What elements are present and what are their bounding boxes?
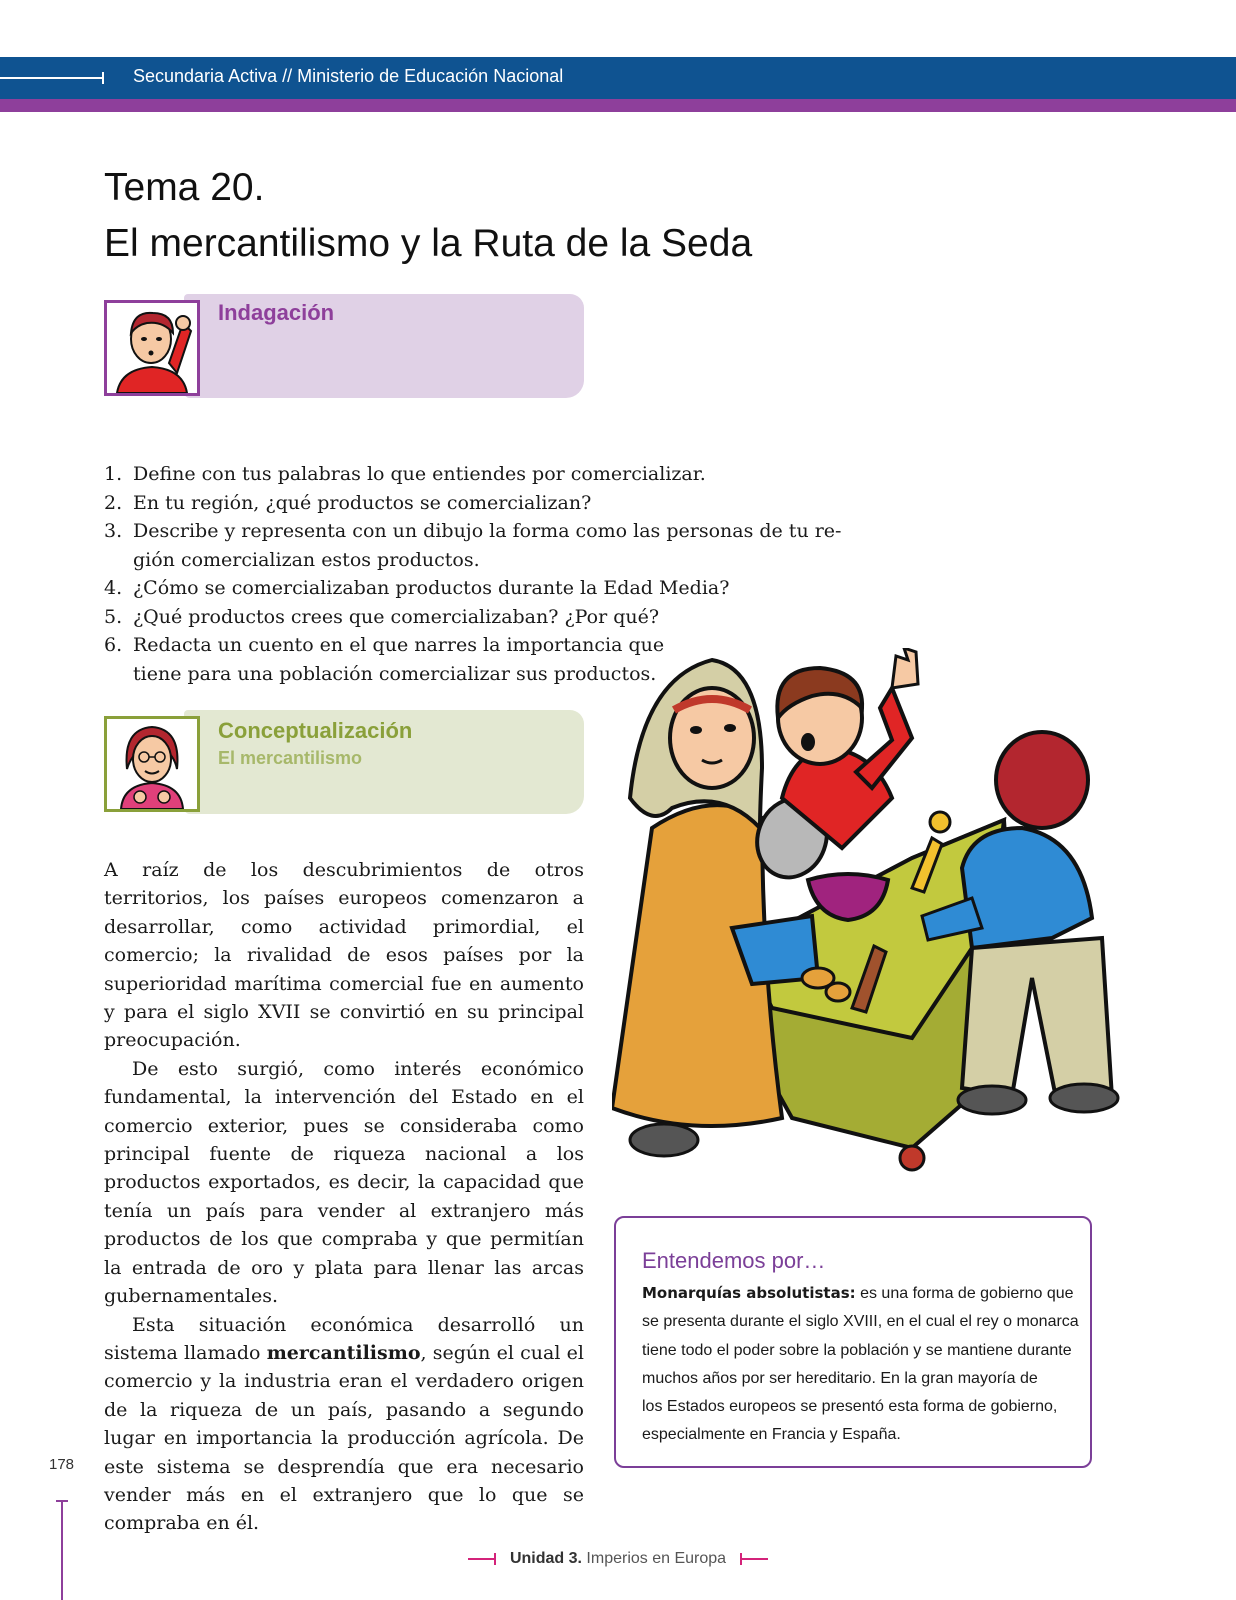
question-number: 5.	[104, 605, 123, 628]
definition-line: especialmente en Francia y España.	[642, 1426, 901, 1444]
definition-line	[642, 1279, 1072, 1308]
title-line-1: Tema 20.	[104, 166, 265, 209]
question-number: 6.	[104, 634, 123, 656]
header-text: Secundaria Activa // Ministerio de Educación Nacional	[133, 66, 564, 86]
paragraph-3	[104, 1311, 584, 1538]
question-text: Describe y representa con un dibujo la forma como las personas de tu re-	[133, 520, 842, 542]
list-item	[104, 574, 844, 603]
title-line-2: El mercantilismo y la Ruta de la Seda	[104, 222, 753, 265]
definition-line: tiene todo el poder sobre la población y se mantiene durante	[642, 1341, 1072, 1359]
question-text-cont: gión comercializan estos productos.	[133, 548, 480, 571]
thinking-boy-icon	[104, 300, 200, 396]
footer-unit-name: Imperios en Europa	[581, 1550, 727, 1567]
market-illustration	[612, 648, 1152, 1200]
list-item	[104, 603, 844, 632]
question-text: En tu región, ¿qué productos se comercializan?	[133, 491, 592, 514]
page-title	[104, 160, 752, 272]
paragraph-3-end: , según el cual el comercio y la industria eran el verdadero origen de la riqueza de un país, pasando a segundo lugar en importancia la producción agrícola. De este sistema se desprendía que era necesario vender más en el extranjero que lo que se compraba en él.	[104, 1341, 584, 1535]
definition-line: los Estados europeos se presentó esta forma de gobierno,	[642, 1398, 1058, 1416]
paragraph-1: A raíz de los descubrimientos de otros territorios, los países europeos comenzaron a desarrollar, como actividad primordial, el comercio; la rivalidad de esos países por la superioridad marítima comercial fue en aumento y para el siglo XVII se convirtió en su principal preocupación.	[104, 859, 584, 1052]
body-text	[104, 856, 584, 1538]
footer-unit: Unidad 3.	[509, 1550, 582, 1567]
conceptualizacion-title: Conceptualización	[218, 718, 413, 743]
header-stripe	[0, 99, 1236, 112]
question-text: Define con tus palabras lo que entiendes por comercializar.	[133, 463, 706, 485]
page-number: 178	[49, 1456, 75, 1473]
paragraph-3-term: mercantilismo	[266, 1341, 421, 1364]
footer	[0, 1550, 1236, 1568]
definition-term: Monarquías absolutistas:	[642, 1284, 856, 1302]
paragraph-2: De esto surgió, como interés económico fundamental, la intervención del Estado en el comercio exterior, pues se consideraba como principal fuente de riqueza nacional a los productos exportados, es decir, la capacidad que tenía un país para vender al extranjero más productos de los que compraba y que permitían la entrada de oro y plata para llenar las arcas gubernamentales.	[104, 1057, 584, 1308]
list-item	[104, 517, 844, 574]
header-rule	[0, 77, 104, 79]
question-number: 3.	[104, 520, 123, 542]
header-rule-tick	[102, 72, 104, 84]
footer-deco-right	[740, 1558, 768, 1560]
list-item	[104, 489, 844, 518]
paragraph-3-start: Esta situación económica desarrolló un sistema llamado	[104, 1313, 584, 1364]
definition-text	[642, 1279, 1079, 1450]
question-number: 1.	[104, 463, 123, 485]
margin-tick	[56, 1500, 68, 1502]
definition-line: muchos años por ser hereditario. En la gran mayoría de	[642, 1369, 1038, 1387]
question-number: 4.	[104, 577, 123, 599]
teacher-icon	[104, 716, 200, 812]
definition-text-line: es una forma de gobierno que	[855, 1285, 1074, 1302]
definition-line: se presenta durante el siglo XVIII, en el cual el rey o monarca	[642, 1313, 1079, 1331]
footer-deco-left	[468, 1558, 496, 1560]
question-number: 2.	[104, 491, 123, 514]
definition-title: Entendemos por…	[642, 1248, 826, 1273]
indagacion-title: Indagación	[218, 300, 335, 325]
question-text: ¿Cómo se comercializaban productos durante la Edad Media?	[133, 577, 730, 599]
indagacion-header	[104, 294, 584, 398]
question-text-cont: tiene para una población comercializar sus productos.	[133, 662, 657, 685]
list-item	[104, 460, 844, 489]
definition-box	[614, 1216, 1092, 1468]
question-text: ¿Qué productos crees que comercializaban? ¿Por qué?	[133, 605, 660, 628]
conceptualizacion-header	[104, 710, 584, 814]
question-text: Redacta un cuento en el que narres la importancia que	[133, 634, 665, 656]
conceptualizacion-subtitle: El mercantilismo	[218, 748, 363, 768]
